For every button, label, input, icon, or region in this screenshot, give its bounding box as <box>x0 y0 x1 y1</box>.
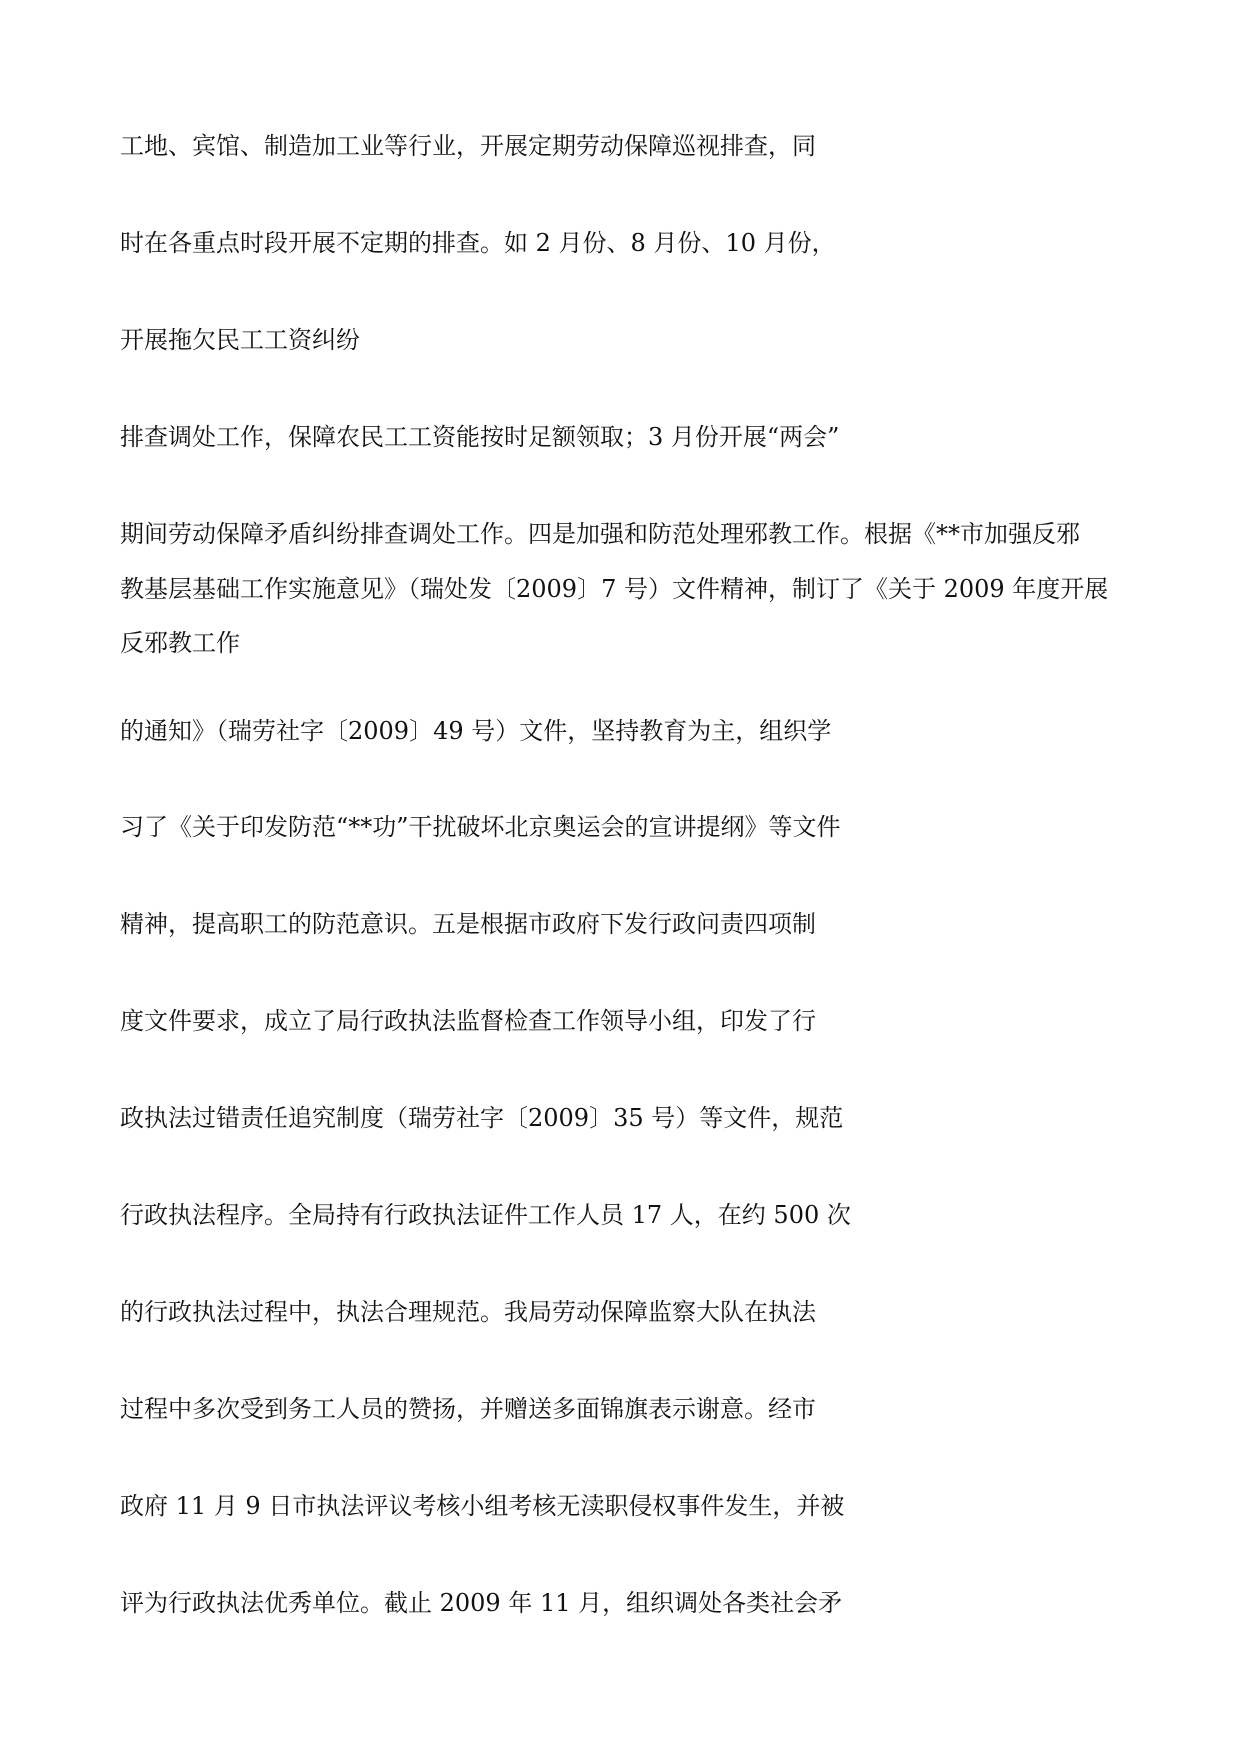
paragraph-line: 工地、宾馆、制造加工业等行业，开展定期劳动保障巡视排查，同 <box>120 132 816 160</box>
paragraph-line: 排查调处工作，保障农民工工资能按时足额领取；3 月份开展“两会” <box>120 423 840 451</box>
paragraph-line: 精神，提高职工的防范意识。五是根据市政府下发行政问责四项制 <box>120 910 816 938</box>
paragraph-line: 的通知》（瑞劳社字〔2009〕49 号）文件，坚持教育为主，组织学 <box>120 717 832 745</box>
paragraph-line: 的行政执法过程中，执法合理规范。我局劳动保障监察大队在执法 <box>120 1298 816 1326</box>
paragraph-line: 度文件要求，成立了局行政执法监督检查工作领导小组，印发了行 <box>120 1007 816 1035</box>
paragraph-line: 政府 11 月 9 日市执法评议考核小组考核无渎职侵权事件发生，并被 <box>120 1492 845 1520</box>
paragraph-line: 习了《关于印发防范“**功”干扰破坏北京奥运会的宣讲提纲》等文件 <box>120 813 841 841</box>
paragraph-line: 教基层基础工作实施意见》（瑞处发〔2009〕7 号）文件精神，制订了《关于 2009 年度开展 <box>120 575 1109 603</box>
paragraph-line: 行政执法程序。全局持有行政执法证件工作人员 17 人，在约 500 次 <box>120 1201 851 1229</box>
paragraph-line: 开展拖欠民工工资纠纷 <box>120 326 360 354</box>
paragraph-line: 期间劳动保障矛盾纠纷排查调处工作。四是加强和防范处理邪教工作。根据《**市加强反邪 <box>120 520 1080 548</box>
paragraph-line: 政执法过错责任追究制度（瑞劳社字〔2009〕35 号）等文件，规范 <box>120 1104 844 1132</box>
paragraph-line: 时在各重点时段开展不定期的排查。如 2 月份、8 月份、10 月份， <box>120 229 836 257</box>
paragraph-line: 评为行政执法优秀单位。截止 2009 年 11 月，组织调处各类社会矛 <box>120 1589 843 1617</box>
paragraph-line: 过程中多次受到务工人员的赞扬，并赠送多面锦旗表示谢意。经市 <box>120 1395 816 1423</box>
paragraph-line: 反邪教工作 <box>120 629 240 657</box>
